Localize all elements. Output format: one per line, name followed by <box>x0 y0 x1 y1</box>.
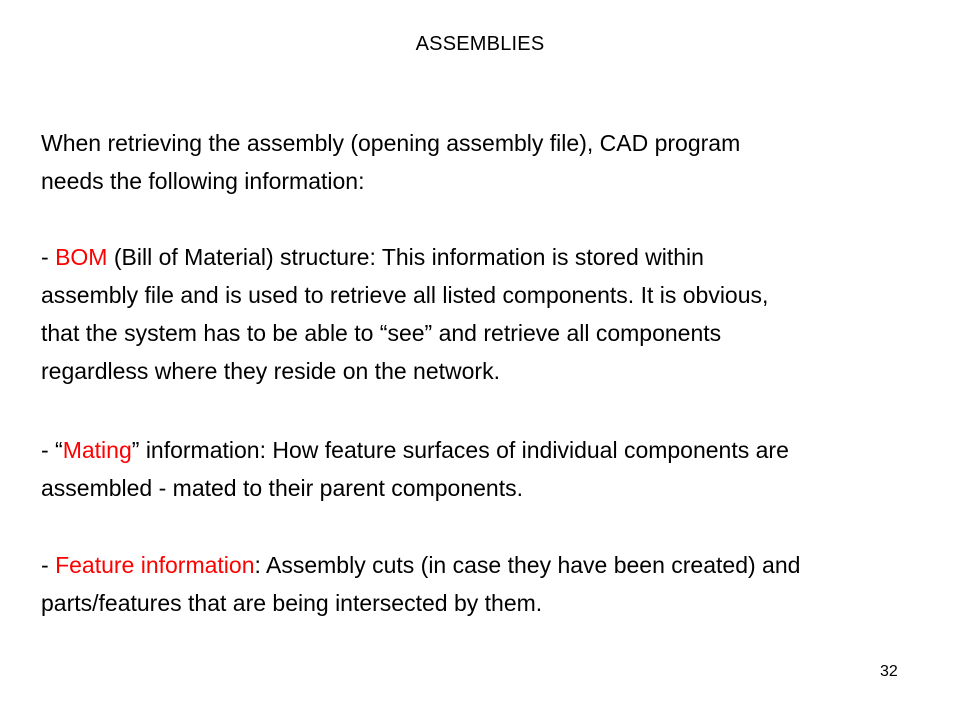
bom-highlight: BOM <box>55 244 108 270</box>
intro-line-1: When retrieving the assembly (opening assembly file), CAD program <box>41 130 741 156</box>
bom-line-2: assembly file and is used to retrieve all listed components. It is obvious, <box>41 282 769 308</box>
feature-paragraph <box>41 546 941 622</box>
slide-title: ASSEMBLIES <box>415 33 545 55</box>
mating-line-2: assembled - mated to their parent components. <box>41 475 523 501</box>
page-number: 32 <box>880 663 898 680</box>
feature-line-2: parts/features that are being intersected by them. <box>41 590 543 616</box>
bom-line-1-rest: (Bill of Material) structure: This information is stored within <box>107 244 704 270</box>
intro-line-2: needs the following information: <box>41 168 365 194</box>
feature-bullet-prefix: - <box>41 552 56 578</box>
bom-line-3: that the system has to be able to “see” and retrieve all components <box>41 320 722 346</box>
mating-paragraph <box>41 431 941 507</box>
mating-highlight: Mating <box>62 437 132 463</box>
bom-paragraph <box>41 238 941 390</box>
bom-line-4: regardless where they reside on the network. <box>41 358 500 384</box>
feature-line-1-rest: : Assembly cuts (in case they have been created) and <box>254 552 801 578</box>
mating-line-1-rest: ” information: How feature surfaces of individual components are <box>131 437 789 463</box>
bom-bullet-prefix: - <box>41 244 56 270</box>
mating-bullet-prefix: - “ <box>41 437 63 463</box>
feature-highlight: Feature information <box>55 552 255 578</box>
intro-paragraph <box>41 124 941 200</box>
